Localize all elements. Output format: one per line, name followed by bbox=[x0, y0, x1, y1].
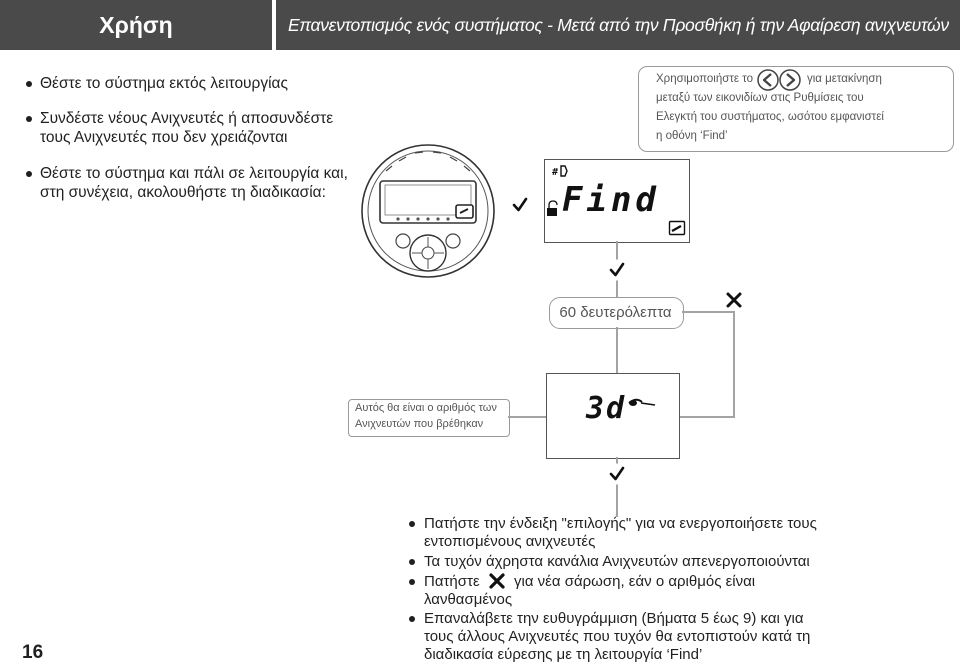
page-title: Χρήση bbox=[99, 12, 173, 38]
tick-icon bbox=[606, 259, 628, 281]
detector-icon bbox=[628, 396, 656, 410]
bullet-dot bbox=[26, 171, 32, 177]
svg-text:#: # bbox=[552, 167, 559, 178]
flow-line bbox=[678, 416, 735, 418]
navigation-hint-line2: μεταξύ των εικονιδίων στις Ρυθμίσεις του bbox=[656, 92, 864, 104]
flow-line bbox=[508, 416, 546, 418]
final-bullet-3: Πατήστε για νέα σάρωση, εάν ο αριθμός είναι λανθασμένος bbox=[424, 573, 755, 609]
bullet-dot bbox=[409, 579, 415, 585]
lock-icon bbox=[546, 200, 560, 218]
bullet-dot bbox=[409, 616, 415, 622]
flow-line bbox=[682, 311, 734, 313]
flow-line bbox=[733, 311, 735, 418]
left-arrow-icon bbox=[758, 70, 778, 90]
navigation-hint-line4: η οθόνη ‘Find’ bbox=[656, 130, 728, 142]
final-bullet-4: Επαναλάβετε την ευθυγράμμιση (Βήματα 5 έως 9) και για τους άλλους Ανιχνευτές που τυχόν θα εντοπιστούν κατά τη διαδικασία εύρεσης με τη λειτουργία ‘Find’ bbox=[424, 610, 810, 664]
tick-icon bbox=[509, 194, 531, 216]
final-bullet-1: Πατήστε την ένδειξη "επιλογής" για να ενεργοποιήσετε τους εντοπισμένους ανιχνευτές bbox=[424, 515, 817, 551]
enter-icon[interactable] bbox=[669, 221, 685, 235]
navigation-hint-line1-start: Χρησιμοποιήστε το bbox=[656, 73, 753, 85]
navigation-hint-line3: Ελεγκτή του συστήματος, ωσότου εμφανιστεί bbox=[656, 111, 884, 123]
flow-line bbox=[616, 327, 618, 373]
intro-bullet-1: Θέστε το σύστημα εκτός λειτουργίας bbox=[40, 74, 288, 93]
page-subtitle: Επανεντοπισμός ενός συστήματος - Μετά από την Προσθήκη ή την Αφαίρεση ανιχνευτών bbox=[288, 15, 949, 35]
page-number: 16 bbox=[22, 642, 44, 663]
bullet-dot bbox=[409, 559, 415, 565]
controller-device-illustration bbox=[358, 133, 498, 288]
detector-icon bbox=[552, 164, 570, 178]
lcd-count-text: 3d bbox=[586, 391, 627, 426]
intro-bullet-2: Συνδέστε νέους Ανιχνευτές ή αποσυνδέστε τους Ανιχνευτές που δεν χρειάζονται bbox=[40, 109, 333, 147]
tick-icon bbox=[606, 463, 628, 485]
intro-bullet-3: Θέστε το σύστημα και πάλι σε λειτουργία και, στη συνέχεια, ακολουθήστε τη διαδικασία: bbox=[40, 164, 348, 202]
count-note-line1: Αυτός θα είναι ο αριθμός των bbox=[355, 402, 497, 414]
navigation-arrows-icon bbox=[757, 69, 801, 91]
bullet-dot bbox=[409, 521, 415, 527]
bullet-dot bbox=[26, 116, 32, 122]
right-arrow-icon bbox=[780, 70, 800, 90]
final-bullet-2: Τα τυχόν άχρηστα κανάλια Ανιχνευτών απενεργοποιούνται bbox=[424, 553, 810, 571]
cross-icon[interactable] bbox=[723, 289, 745, 311]
cross-icon bbox=[487, 573, 507, 589]
count-note-line2: Ανιχνευτών που βρέθηκαν bbox=[355, 418, 484, 430]
lcd-find-text: Find bbox=[562, 180, 660, 220]
bullet-dot bbox=[26, 81, 32, 87]
timer-label: 60 δευτερόλεπτα bbox=[559, 304, 672, 321]
navigation-hint-line1-end: για μετακίνηση bbox=[807, 73, 882, 85]
